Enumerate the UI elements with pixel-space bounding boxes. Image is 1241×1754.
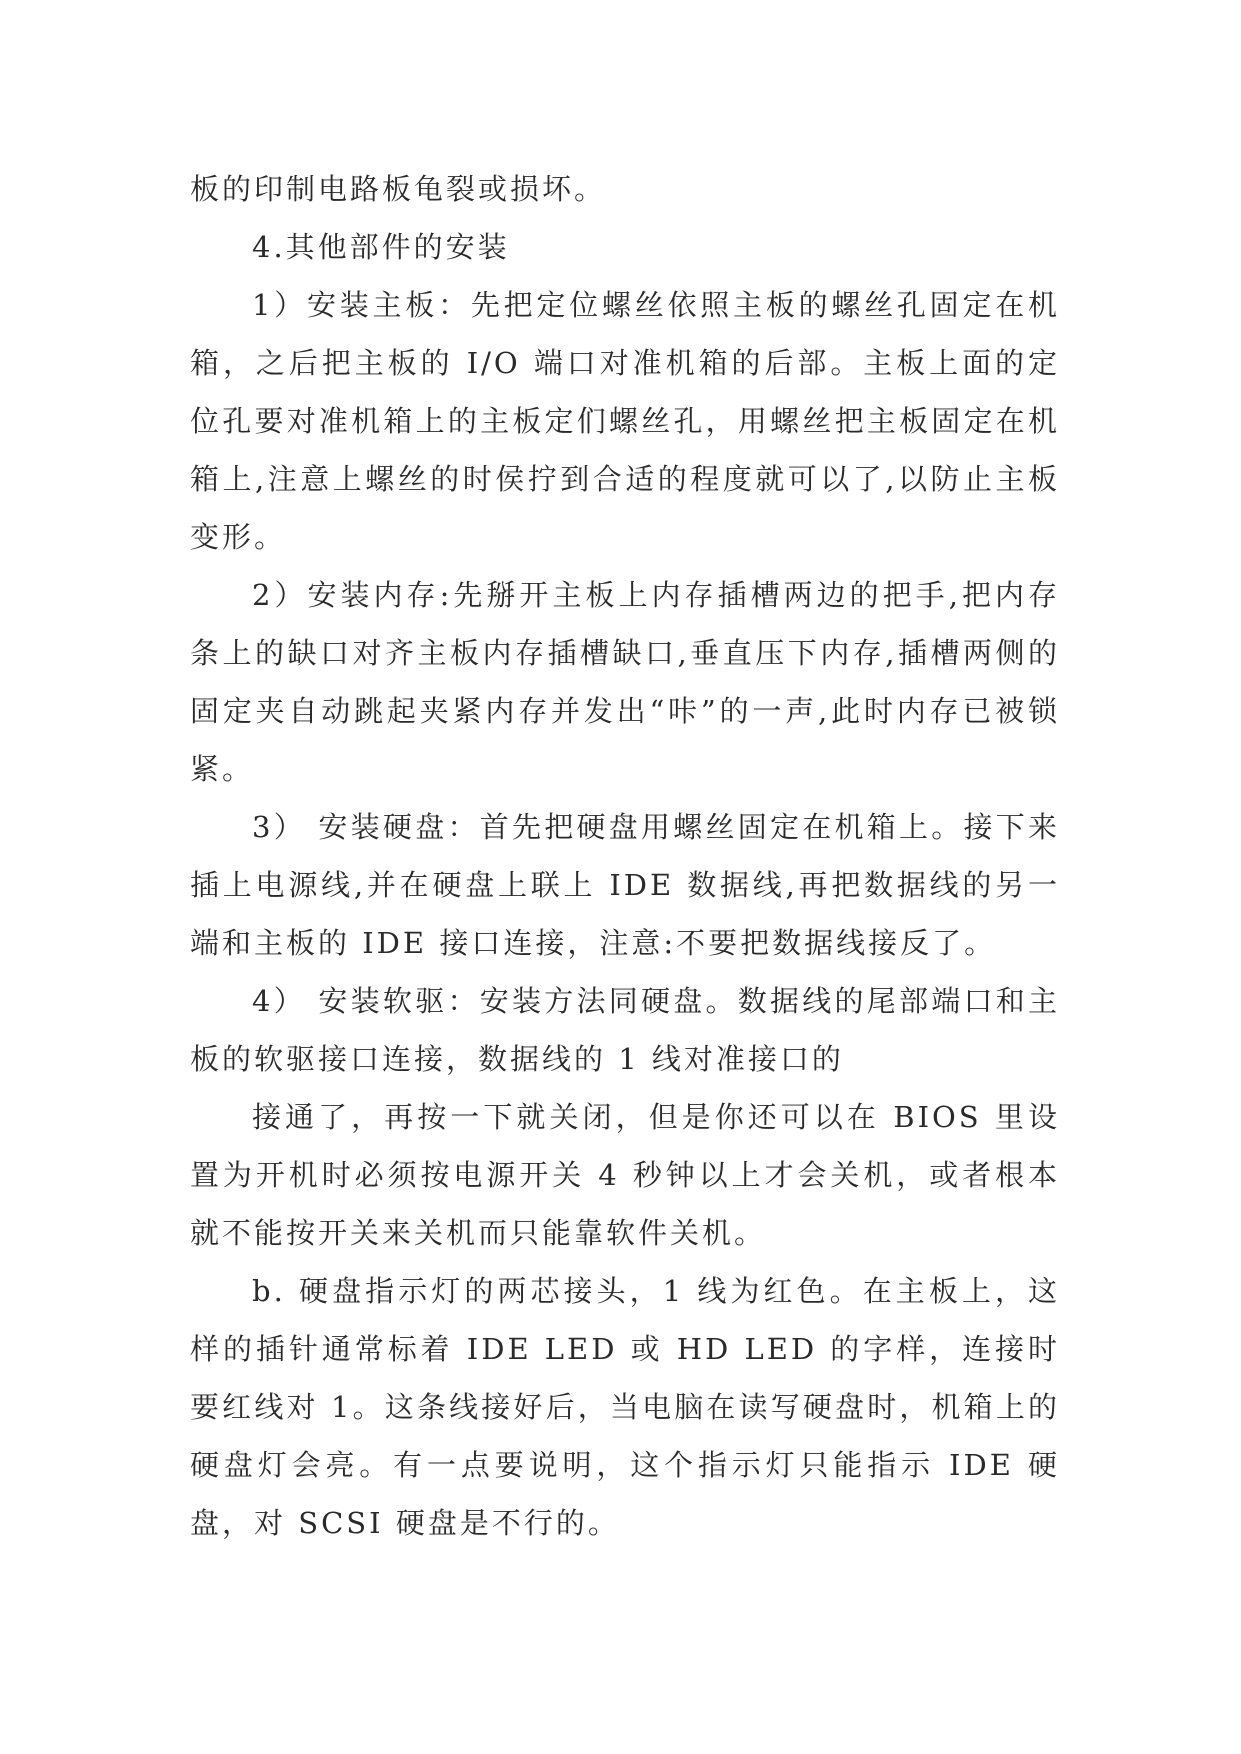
paragraph-install-memory: 2）安装内存:先掰开主板上内存插槽两边的把手,把内存条上的缺口对齐主板内存插槽缺口,垂直压下内存,插槽两侧的固定夹自动跳起夹紧内存并发出“咔”的一声,此时内存已被锁紧。 [190, 578, 1060, 786]
paragraph-install-hard-disk: 3） 安装硬盘：首先把硬盘用螺丝固定在机箱上。接下来插上电源线,并在硬盘上联上 IDE 数据线,再把数据线的另一端和主板的 IDE 接口连接，注意:不要把数据线接反了。 [190, 810, 1060, 960]
paragraph-hdd-led: b. 硬盘指示灯的两芯接头，1 线为红色。在主板上，这样的插针通常标着 IDE LED 或 HD LED 的字样，连接时要红线对 1。这条线接好后，当电脑在读写硬盘时，机箱上的硬盘灯会亮。有一点要说明，这个指示灯只能指示 IDE 硬盘，对 SCSI 硬盘是不行的。 [190, 1274, 1060, 1540]
paragraph-install-floppy: 4） 安装软驱：安装方法同硬盘。数据线的尾部端口和主板的软驱接口连接，数据线的 1 线对准接口的 [190, 984, 1060, 1076]
paragraph-continuation: 板的印制电路板龟裂或损坏。 [190, 172, 607, 206]
section-heading: 4.其他部件的安装 [252, 230, 510, 264]
paragraph-power-switch: 接通了，再按一下就关闭，但是你还可以在 BIOS 里设置为开机时必须按电源开关 4 秒钟以上才会关机，或者根本就不能按开关来关机而只能靠软件关机。 [190, 1100, 1060, 1250]
paragraph-install-motherboard: 1）安装主板：先把定位螺丝依照主板的螺丝孔固定在机箱，之后把主板的 I/O 端口对准机箱的后部。主板上面的定位孔要对准机箱上的主板定们螺丝孔，用螺丝把主板固定在机箱上,注意上螺丝的时侯拧到合适的程度就可以了,以防止主板变形。 [190, 288, 1060, 554]
body-text [190, 160, 1060, 1552]
